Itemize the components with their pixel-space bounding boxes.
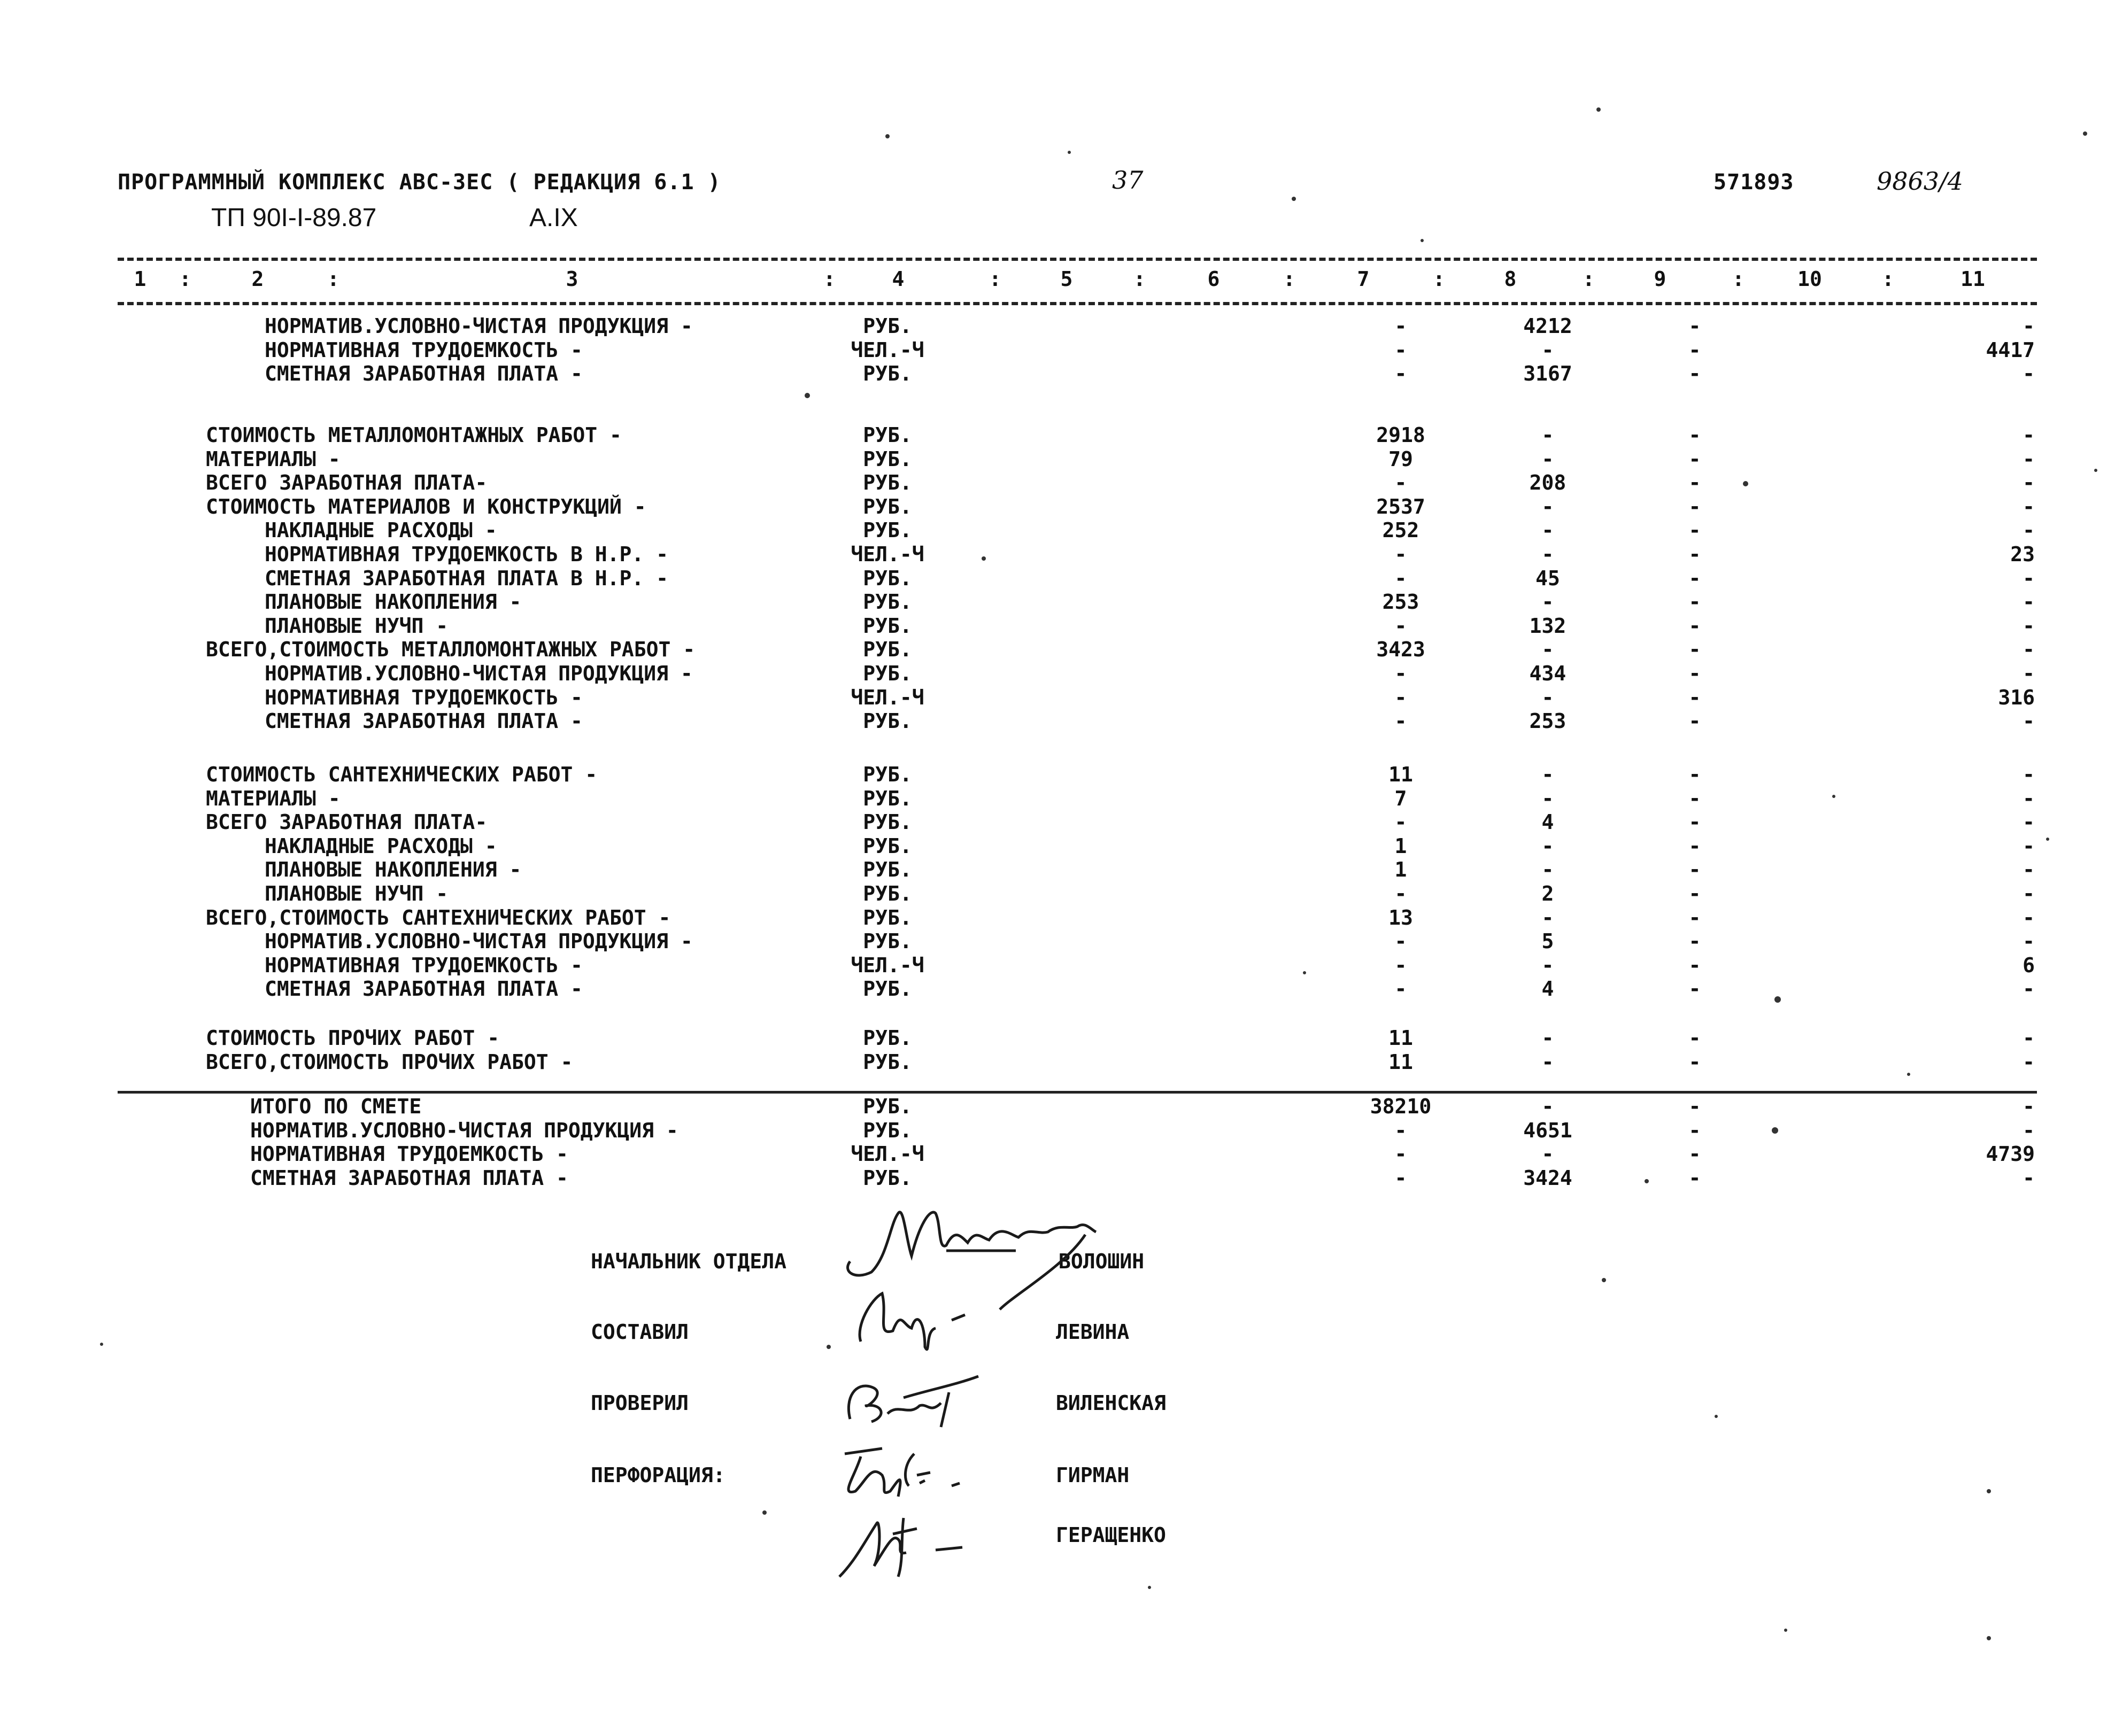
cell-col7: -	[1394, 977, 1407, 1001]
doc-code: 571893	[1713, 170, 1794, 195]
signature-role: НАЧАЛЬНИК ОТДЕЛА	[591, 1250, 787, 1273]
cell-col7: -	[1394, 614, 1407, 638]
cell-col8: 2	[1541, 882, 1554, 905]
cell-col8: -	[1541, 1026, 1554, 1050]
cell-col7: -	[1394, 338, 1407, 362]
cell-col7: -	[1394, 882, 1407, 905]
cell-col8: -	[1541, 542, 1554, 566]
cell-col8: -	[1541, 905, 1554, 929]
cell-col9: -	[1688, 518, 1701, 542]
cell-col9: -	[1688, 685, 1701, 709]
col-separator: :	[327, 267, 339, 291]
col-header: 6	[1207, 267, 1220, 291]
cell-col7: 38210	[1370, 1095, 1432, 1118]
cell-col9: -	[1688, 709, 1701, 733]
row-label: ВСЕГО ЗАРАБОТНАЯ ПЛАТА-	[206, 471, 488, 495]
col-separator: :	[1133, 267, 1146, 291]
cell-col11: -	[2023, 638, 2035, 662]
cell-col8: 208	[1529, 471, 1566, 495]
row-unit: ЧЕЛ.-Ч	[851, 338, 924, 362]
col-header: 10	[1797, 267, 1822, 291]
cell-col11: -	[2023, 314, 2035, 338]
cell-col9: -	[1688, 977, 1701, 1001]
cell-col7: -	[1394, 471, 1407, 495]
cell-col8: 3167	[1523, 362, 1572, 386]
cell-col8: -	[1541, 638, 1554, 662]
row-label: ПЛАНОВЫЕ НАКОПЛЕНИЯ -	[265, 858, 522, 882]
cell-col8: 4651	[1523, 1118, 1572, 1142]
col-separator: :	[1732, 267, 1745, 291]
signature-name: ГЕРАЩЕНКО	[1056, 1523, 1166, 1547]
cell-col7: -	[1394, 953, 1407, 977]
cell-col9: -	[1688, 810, 1701, 834]
row-unit: ЧЕЛ.-Ч	[851, 953, 924, 977]
handwritten-ref: 9863/4	[1877, 167, 1963, 196]
cell-col11: -	[2023, 1050, 2035, 1074]
row-unit: ЧЕЛ.-Ч	[851, 1142, 924, 1166]
row-unit: РУБ.	[863, 709, 912, 733]
cell-col11: -	[2023, 662, 2035, 685]
cell-col7: -	[1394, 662, 1407, 685]
row-unit: РУБ.	[863, 1026, 912, 1050]
cell-col11: -	[2023, 905, 2035, 929]
col-header: 7	[1357, 267, 1370, 291]
cell-col11: -	[2023, 763, 2035, 786]
cell-col7: 253	[1382, 590, 1419, 614]
row-label: ИТОГО ПО СМЕТЕ	[250, 1095, 422, 1118]
row-unit: РУБ.	[863, 905, 912, 929]
col-separator: :	[179, 267, 191, 291]
row-unit: РУБ.	[863, 314, 912, 338]
cell-col11: -	[2023, 423, 2035, 447]
cell-col11: -	[2023, 1118, 2035, 1142]
row-label: ВСЕГО ЗАРАБОТНАЯ ПЛАТА-	[206, 810, 488, 834]
row-label: НОРМАТИВ.УСЛОВНО-ЧИСТАЯ ПРОДУКЦИЯ -	[265, 662, 693, 685]
row-label: НАКЛАДНЫЕ РАСХОДЫ -	[265, 518, 497, 542]
cell-col7: -	[1394, 566, 1407, 590]
software-title: ПРОГРАММНЫЙ КОМПЛЕКС АВС-3ЕС ( РЕДАКЦИЯ 6.1 )	[118, 170, 721, 195]
row-label: СТОИМОСТЬ САНТЕХНИЧЕСКИХ РАБОТ -	[206, 763, 598, 786]
cell-col7: -	[1394, 1118, 1407, 1142]
cell-col8: -	[1541, 1142, 1554, 1166]
album-code: А.IX	[529, 204, 578, 232]
row-label: ПЛАНОВЫЕ НУЧП -	[265, 614, 449, 638]
cell-col7: -	[1394, 1166, 1407, 1190]
cell-col8: -	[1541, 786, 1554, 810]
cell-col11: -	[2023, 518, 2035, 542]
cell-col7: 1	[1394, 834, 1407, 858]
row-label: НОРМАТИВ.УСЛОВНО-ЧИСТАЯ ПРОДУКЦИЯ -	[265, 314, 693, 338]
signature-name: ВИЛЕНСКАЯ	[1056, 1391, 1166, 1415]
cell-col11: -	[2023, 786, 2035, 810]
cell-col11: -	[2023, 1095, 2035, 1118]
row-label: СМЕТНАЯ ЗАРАБОТНАЯ ПЛАТА В Н.Р. -	[265, 566, 668, 590]
row-label: СМЕТНАЯ ЗАРАБОТНАЯ ПЛАТА -	[265, 709, 583, 733]
cell-col11: 4739	[1986, 1142, 2035, 1166]
cell-col9: -	[1688, 953, 1701, 977]
cell-col9: -	[1688, 362, 1701, 386]
cell-col8: -	[1541, 518, 1554, 542]
signature-role: СОСТАВИЛ	[591, 1320, 689, 1344]
cell-col8: 4	[1541, 810, 1554, 834]
cell-col9: -	[1688, 590, 1701, 614]
cell-col11: -	[2023, 590, 2035, 614]
cell-col9: -	[1688, 447, 1701, 471]
cell-col7: -	[1394, 1142, 1407, 1166]
cell-col8: 4212	[1523, 314, 1572, 338]
cell-col7: 11	[1388, 763, 1413, 786]
cell-col11: 23	[2010, 542, 2035, 566]
cell-col7: 2918	[1376, 423, 1425, 447]
row-unit: ЧЕЛ.-Ч	[851, 542, 924, 566]
row-label: СМЕТНАЯ ЗАРАБОТНАЯ ПЛАТА -	[265, 362, 583, 386]
row-label: ПЛАНОВЫЕ НАКОПЛЕНИЯ -	[265, 590, 522, 614]
cell-col11: 4417	[1986, 338, 2035, 362]
cell-col11: -	[2023, 977, 2035, 1001]
col-separator: :	[989, 267, 1001, 291]
row-unit: РУБ.	[863, 423, 912, 447]
cell-col11: -	[2023, 834, 2035, 858]
cell-col11: -	[2023, 447, 2035, 471]
col-header: 5	[1060, 267, 1073, 291]
cell-col11: -	[2023, 614, 2035, 638]
cell-col9: -	[1688, 638, 1701, 662]
cell-col11: 6	[2023, 953, 2035, 977]
cell-col8: -	[1541, 1095, 1554, 1118]
cell-col7: -	[1394, 709, 1407, 733]
row-label: ПЛАНОВЫЕ НУЧП -	[265, 882, 449, 905]
row-unit: РУБ.	[863, 471, 912, 495]
row-label: НОРМАТИВНАЯ ТРУДОЕМКОСТЬ -	[265, 685, 583, 709]
cell-col8: 4	[1541, 977, 1554, 1001]
row-unit: РУБ.	[863, 662, 912, 685]
cell-col7: 11	[1388, 1026, 1413, 1050]
cell-col9: -	[1688, 905, 1701, 929]
cell-col8: -	[1541, 1050, 1554, 1074]
row-unit: РУБ.	[863, 362, 912, 386]
cell-col9: -	[1688, 858, 1701, 882]
cell-col11: -	[2023, 566, 2035, 590]
row-label: СМЕТНАЯ ЗАРАБОТНАЯ ПЛАТА -	[265, 977, 583, 1001]
cell-col9: -	[1688, 566, 1701, 590]
row-unit: РУБ.	[863, 1166, 912, 1190]
cell-col11: -	[2023, 810, 2035, 834]
cell-col8: 5	[1541, 929, 1554, 954]
row-unit: РУБ.	[863, 834, 912, 858]
row-unit: РУБ.	[863, 566, 912, 590]
cell-col9: -	[1688, 1050, 1701, 1074]
cell-col8: -	[1541, 494, 1554, 518]
cell-col9: -	[1688, 786, 1701, 810]
cell-col11: -	[2023, 1166, 2035, 1190]
row-label: ВСЕГО,СТОИМОСТЬ ПРОЧИХ РАБОТ -	[206, 1050, 573, 1074]
row-unit: РУБ.	[863, 763, 912, 786]
cell-col7: -	[1394, 810, 1407, 834]
row-unit: ЧЕЛ.-Ч	[851, 685, 924, 709]
page-number: 37	[1112, 166, 1144, 195]
col-separator: :	[823, 267, 836, 291]
project-code: ТП 90I-I-89.87	[211, 204, 377, 232]
cell-col8: 253	[1529, 709, 1566, 733]
signature-name: ГИРМАН	[1056, 1463, 1130, 1487]
cell-col9: -	[1688, 662, 1701, 685]
cell-col8: -	[1541, 338, 1554, 362]
row-label: МАТЕРИАЛЫ -	[206, 447, 341, 471]
cell-col9: -	[1688, 1118, 1701, 1142]
cell-col9: -	[1688, 1095, 1701, 1118]
row-unit: РУБ.	[863, 929, 912, 954]
cell-col9: -	[1688, 1026, 1701, 1050]
cell-col8: -	[1541, 834, 1554, 858]
cell-col11: -	[2023, 471, 2035, 495]
cell-col8: 45	[1535, 566, 1560, 590]
cell-col8: -	[1541, 953, 1554, 977]
signature-name: ЛЕВИНА	[1056, 1320, 1130, 1344]
cell-col8: 434	[1529, 662, 1566, 685]
row-unit: РУБ.	[863, 810, 912, 834]
cell-col9: -	[1688, 338, 1701, 362]
row-label: МАТЕРИАЛЫ -	[206, 786, 341, 810]
signature-role: ПРОВЕРИЛ	[591, 1391, 689, 1415]
row-unit: РУБ.	[863, 1050, 912, 1074]
col-header: 1	[134, 267, 146, 291]
cell-col11: -	[2023, 929, 2035, 954]
cell-col9: -	[1688, 471, 1701, 495]
row-unit: РУБ.	[863, 858, 912, 882]
cell-col9: -	[1688, 1166, 1701, 1190]
row-label: СТОИМОСТЬ МЕТАЛЛОМОНТАЖНЫХ РАБОТ -	[206, 423, 622, 447]
cell-col11: -	[2023, 1026, 2035, 1050]
row-unit: РУБ.	[863, 614, 912, 638]
row-unit: РУБ.	[863, 786, 912, 810]
cell-col8: -	[1541, 685, 1554, 709]
row-label: ВСЕГО,СТОИМОСТЬ МЕТАЛЛОМОНТАЖНЫХ РАБОТ -	[206, 638, 696, 662]
cell-col7: -	[1394, 314, 1407, 338]
col-header: 3	[566, 267, 578, 291]
cell-col8: -	[1541, 858, 1554, 882]
row-unit: РУБ.	[863, 494, 912, 518]
cell-col11: -	[2023, 858, 2035, 882]
row-label: СТОИМОСТЬ ПРОЧИХ РАБОТ -	[206, 1026, 500, 1050]
row-label: НАКЛАДНЫЕ РАСХОДЫ -	[265, 834, 497, 858]
cell-col7: -	[1394, 929, 1407, 954]
cell-col11: -	[2023, 362, 2035, 386]
col-separator: :	[1882, 267, 1894, 291]
col-separator: :	[1583, 267, 1595, 291]
cell-col11: -	[2023, 882, 2035, 905]
cell-col8: -	[1541, 590, 1554, 614]
row-label: НОРМАТИВ.УСЛОВНО-ЧИСТАЯ ПРОДУКЦИЯ -	[250, 1118, 678, 1142]
row-label: НОРМАТИВНАЯ ТРУДОЕМКОСТЬ -	[265, 953, 583, 977]
row-label: НОРМАТИВНАЯ ТРУДОЕМКОСТЬ -	[250, 1142, 568, 1166]
cell-col7: 7	[1394, 786, 1407, 810]
cell-col7: -	[1394, 685, 1407, 709]
cell-col11: -	[2023, 494, 2035, 518]
cell-col11: 316	[1998, 685, 2035, 709]
row-label: НОРМАТИВНАЯ ТРУДОЕМКОСТЬ -	[265, 338, 583, 362]
cell-col8: 132	[1529, 614, 1566, 638]
cell-col7: 252	[1382, 518, 1419, 542]
row-unit: РУБ.	[863, 518, 912, 542]
cell-col11: -	[2023, 709, 2035, 733]
cell-col9: -	[1688, 929, 1701, 954]
cell-col8: -	[1541, 423, 1554, 447]
row-unit: РУБ.	[863, 638, 912, 662]
col-separator: :	[1433, 267, 1445, 291]
cell-col7: -	[1394, 362, 1407, 386]
cell-col9: -	[1688, 542, 1701, 566]
col-header: 2	[251, 267, 264, 291]
cell-col8: -	[1541, 763, 1554, 786]
cell-col7: 11	[1388, 1050, 1413, 1074]
cell-col7: 1	[1394, 858, 1407, 882]
row-unit: РУБ.	[863, 590, 912, 614]
signature-role: ПЕРФОРАЦИЯ:	[591, 1463, 725, 1487]
cell-col9: -	[1688, 1142, 1701, 1166]
row-unit: РУБ.	[863, 1095, 912, 1118]
col-header: 11	[1960, 267, 1985, 291]
cell-col7: -	[1394, 542, 1407, 566]
col-header: 9	[1654, 267, 1666, 291]
row-label: СТОИМОСТЬ МАТЕРИАЛОВ И КОНСТРУКЦИЙ -	[206, 494, 646, 518]
row-label: НОРМАТИВ.УСЛОВНО-ЧИСТАЯ ПРОДУКЦИЯ -	[265, 929, 693, 954]
cell-col9: -	[1688, 763, 1701, 786]
cell-col7: 3423	[1376, 638, 1425, 662]
col-header: 8	[1504, 267, 1517, 291]
row-unit: РУБ.	[863, 1118, 912, 1142]
row-unit: РУБ.	[863, 977, 912, 1001]
signature-name: ВОЛОШИН	[1059, 1250, 1145, 1273]
cell-col8: -	[1541, 447, 1554, 471]
cell-col7: 79	[1388, 447, 1413, 471]
cell-col9: -	[1688, 834, 1701, 858]
row-label: НОРМАТИВНАЯ ТРУДОЕМКОСТЬ В Н.Р. -	[265, 542, 668, 566]
cell-col9: -	[1688, 423, 1701, 447]
row-unit: РУБ.	[863, 447, 912, 471]
row-unit: РУБ.	[863, 882, 912, 905]
cell-col9: -	[1688, 882, 1701, 905]
row-label: СМЕТНАЯ ЗАРАБОТНАЯ ПЛАТА -	[250, 1166, 568, 1190]
cell-col7: 13	[1388, 905, 1413, 929]
col-separator: :	[1283, 267, 1295, 291]
cell-col9: -	[1688, 314, 1701, 338]
cell-col9: -	[1688, 494, 1701, 518]
cell-col7: 2537	[1376, 494, 1425, 518]
col-header: 4	[892, 267, 905, 291]
cell-col8: 3424	[1523, 1166, 1572, 1190]
row-label: ВСЕГО,СТОИМОСТЬ САНТЕХНИЧЕСКИХ РАБОТ -	[206, 905, 671, 929]
cell-col9: -	[1688, 614, 1701, 638]
